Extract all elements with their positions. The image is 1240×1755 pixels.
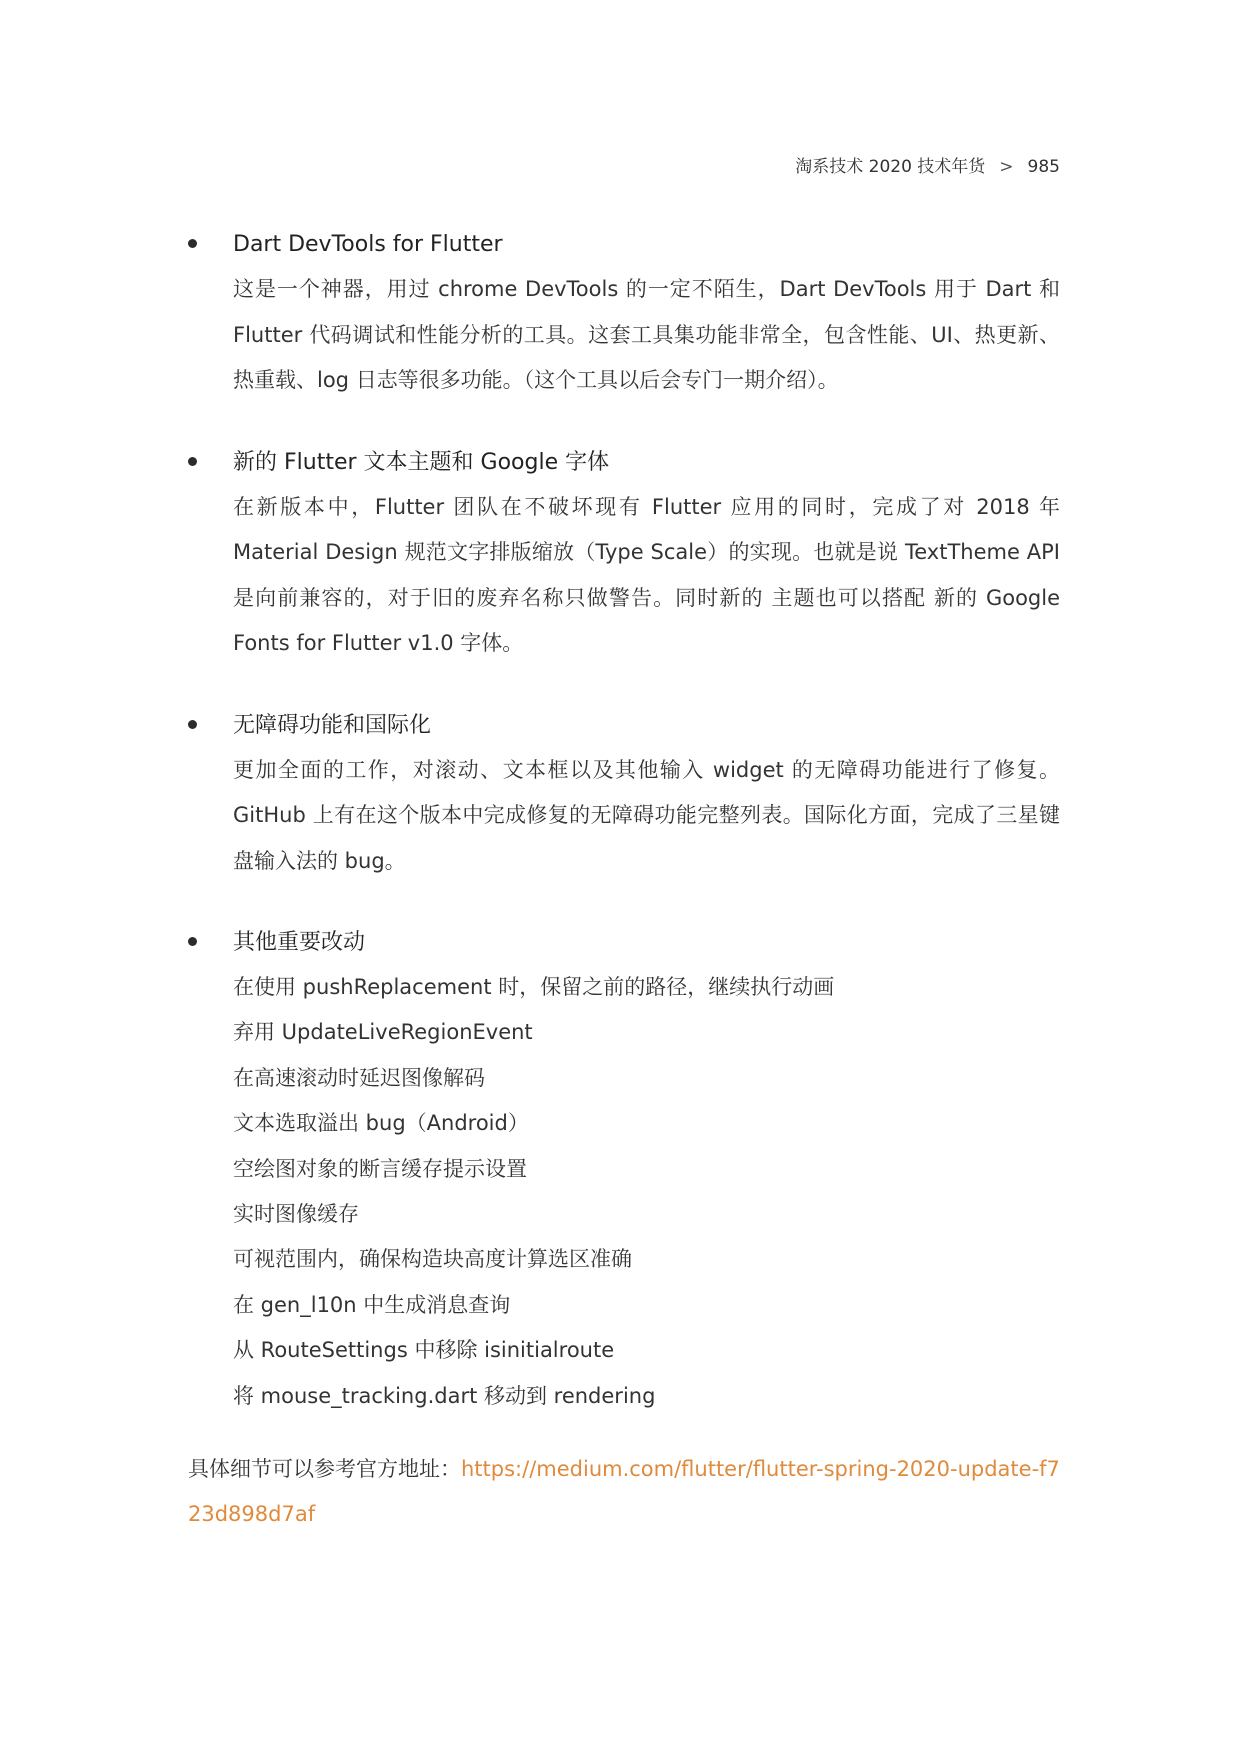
list-item: 在使用 pushReplacement 时，保留之前的路径，继续执行动画 — [233, 975, 835, 999]
list-item: 文本选取溢出 bug（Android） — [233, 1111, 529, 1136]
list-item: 弃用 UpdateLiveRegionEvent — [233, 1020, 533, 1045]
section-text-theme — [188, 440, 1060, 667]
list-item: 可视范围内，确保构造块高度计算选区准确 — [233, 1247, 632, 1272]
running-header — [795, 152, 1060, 177]
list-item: 空绘图对象的断言缓存提示设置 — [233, 1156, 527, 1181]
section-body: 更加全面的工作，对滚动、文本框以及其他输入 widget 的无障碍功能进行了修复。GitHub 上有在这个版本中完成修复的无障碍功能完整列表。国际化方面，完成了三星键盘输入法的 bug。 — [233, 757, 1060, 873]
section-accessibility — [188, 703, 1060, 885]
section-other-changes — [188, 920, 1060, 1419]
reference-link[interactable]: https://medium.com/flutter/flutter-spring-2020-update-f723d898d7af — [188, 1456, 1060, 1527]
section-body: 在新版本中，Flutter 团队在不破坏现有 Flutter 应用的同时，完成了对 2018 年 Material Design 规范文字排版缩放（Type Scale）的实现。也就是说 TextTheme API 是向前兼容的，对于旧的废弃名称只做警告。同时新的 主题也可以搭配 新的 Google Fonts for Flutter v1.0 字体。 — [233, 494, 1060, 655]
list-item: 在 gen_l10n 中生成消息查询 — [233, 1292, 511, 1317]
list-item: 实时图像缓存 — [233, 1201, 359, 1226]
book-title: 淘系技术 2020 技术年货 — [795, 157, 986, 177]
page-content — [188, 222, 1060, 1538]
bullet-icon — [188, 457, 197, 466]
header-separator: > — [999, 157, 1014, 177]
list-item: 从 RouteSettings 中移除 isinitialroute — [233, 1338, 615, 1363]
bullet-icon — [188, 937, 197, 946]
section-title: Dart DevTools for Flutter — [233, 232, 503, 257]
bullet-icon — [188, 720, 197, 729]
section-body: 这是一个神器，用过 chrome DevTools 的一定不陌生，Dart DevTools 用于 Dart 和 Flutter 代码调试和性能分析的工具。这套工具集功能非常全，包含性能、UI、热更新、热重载、log 日志等很多功能。（这个工具以后会专门一期介绍）。 — [233, 277, 1060, 392]
reference-label: 具体细节可以参考官方地址： — [188, 1456, 461, 1481]
reference-paragraph — [188, 1447, 1060, 1538]
page-number: 985 — [1027, 157, 1060, 177]
list-item: 将 mouse_tracking.dart 移动到 rendering — [233, 1383, 656, 1408]
section-devtools — [188, 222, 1060, 404]
bullet-icon — [188, 239, 197, 248]
change-list — [233, 965, 1060, 1419]
section-title: 无障碍功能和国际化 — [233, 712, 432, 738]
section-title: 其他重要改动 — [233, 930, 366, 955]
section-title: 新的 Flutter 文本主题和 Google 字体 — [233, 449, 610, 475]
list-item: 在高速滚动时延迟图像解码 — [233, 1065, 485, 1090]
